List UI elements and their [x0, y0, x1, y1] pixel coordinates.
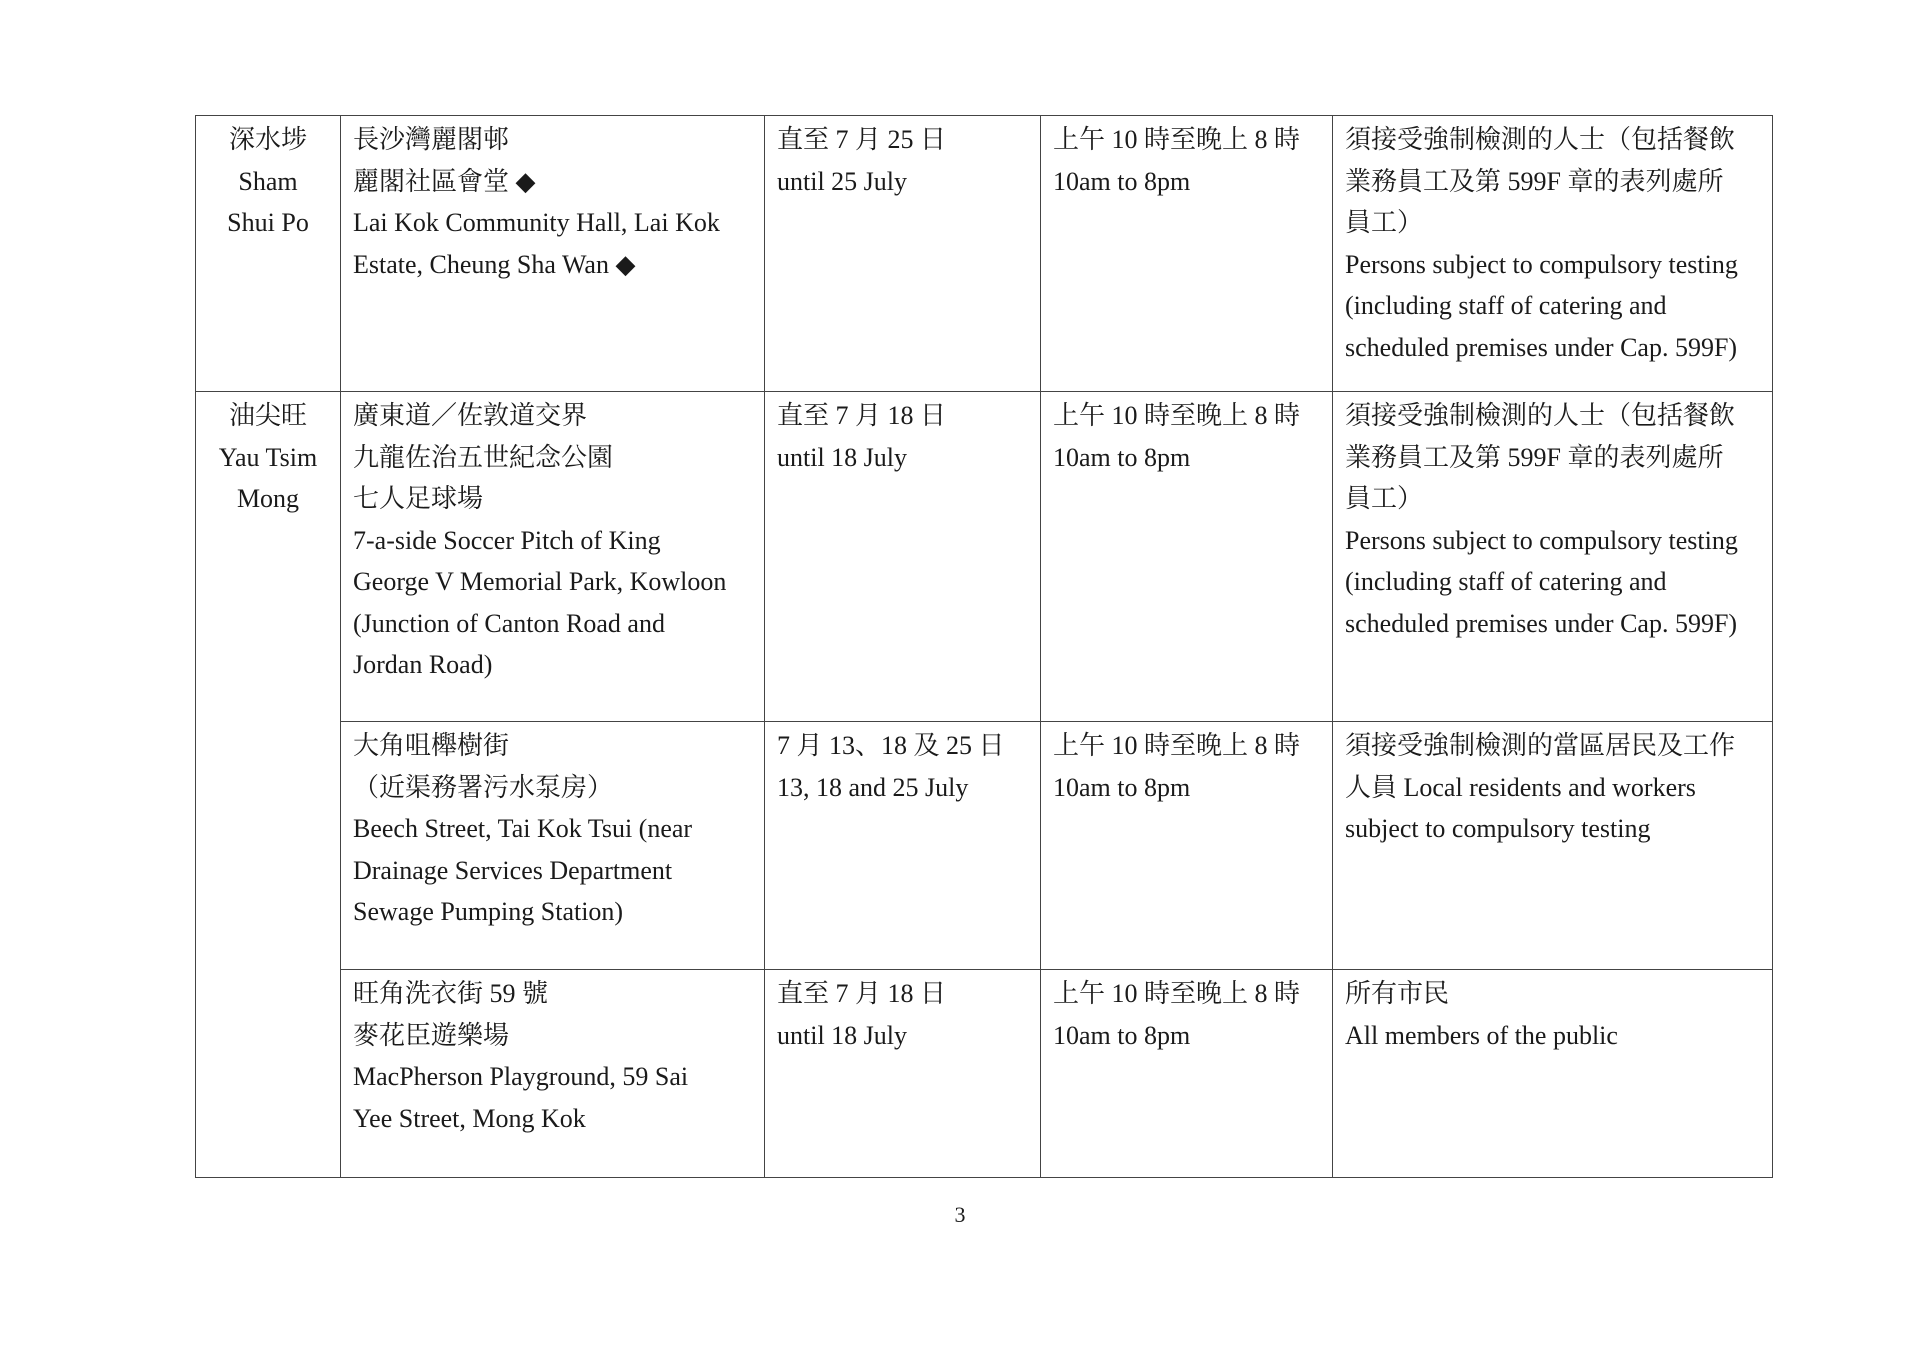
date-en: until 18 July	[777, 442, 908, 472]
time-zh: 上午 10 時至晚上 8 時	[1053, 125, 1301, 154]
venue-line: Drainage Services Department	[353, 855, 673, 885]
target-line: (including staff of catering and	[1345, 291, 1667, 320]
time-cell	[1041, 392, 1333, 722]
venue-line: 長沙灣麗閣邨	[353, 125, 510, 154]
time-en: 10am to 8pm	[1053, 166, 1191, 196]
date-en: until 18 July	[777, 1020, 908, 1050]
date-en: 13, 18 and 25 July	[777, 772, 969, 802]
target-group-cell	[1333, 116, 1773, 392]
time-cell	[1041, 970, 1333, 1178]
venue-line: 7-a-side Soccer Pitch of King	[353, 525, 661, 555]
date-zh: 7 月 13、18 及 25 日	[777, 731, 1005, 760]
target-line: 業務員工及第 599F 章的表列處所	[1345, 166, 1724, 196]
target-line: subject to compulsory testing	[1345, 814, 1651, 843]
target-line: 須接受強制檢測的人士（包括餐飲	[1345, 401, 1736, 430]
venue-line: Estate, Cheung Sha Wan ◆	[353, 249, 636, 279]
table-row	[196, 722, 1773, 970]
venue-line: Lai Kok Community Hall, Lai Kok	[353, 208, 720, 237]
table-row	[196, 392, 1773, 722]
target-line: 須接受強制檢測的當區居民及工作	[1345, 731, 1736, 760]
target-line: scheduled premises under Cap. 599F)	[1345, 332, 1738, 362]
venue-cell	[341, 116, 765, 392]
table-row	[196, 116, 1773, 392]
venue-line: (Junction of Canton Road and	[353, 608, 665, 638]
target-group-cell	[1333, 392, 1773, 722]
venue-line: 七人足球場	[353, 484, 484, 513]
venue-line: MacPherson Playground, 59 Sai	[353, 1062, 689, 1091]
date-zh: 直至 7 月 25 日	[777, 125, 947, 154]
district-name-en: Mong	[236, 484, 300, 513]
target-line: 須接受強制檢測的人士（包括餐飲	[1345, 125, 1736, 154]
date-zh: 直至 7 月 18 日	[777, 401, 947, 430]
venue-cell	[341, 392, 765, 722]
venue-line: Sewage Pumping Station)	[353, 897, 624, 926]
date-cell	[765, 970, 1041, 1178]
target-line: (including staff of catering and	[1345, 567, 1667, 596]
time-cell	[1041, 116, 1333, 392]
venue-line: 麥花臣遊樂場	[353, 1020, 510, 1050]
target-line: 員工）	[1345, 208, 1424, 237]
district-name-en: Yau Tsim	[218, 442, 318, 472]
district-name-en: Sham	[238, 166, 298, 196]
target-line: scheduled premises under Cap. 599F)	[1345, 608, 1738, 638]
date-cell	[765, 392, 1041, 722]
district-name-en: Shui Po	[227, 208, 309, 237]
time-zh: 上午 10 時至晚上 8 時	[1053, 401, 1301, 430]
time-zh: 上午 10 時至晚上 8 時	[1053, 979, 1301, 1008]
venue-line: 廣東道／佐敦道交界	[353, 401, 588, 430]
date-en: until 25 July	[777, 166, 908, 196]
district-cell	[196, 392, 341, 1178]
target-line: 員工）	[1345, 484, 1424, 513]
venue-line: 大角咀櫸樹街	[353, 731, 510, 760]
venue-line: （近渠務署污水泵房）	[353, 772, 614, 802]
venue-cell	[341, 970, 765, 1178]
testing-schedule-table	[195, 115, 1773, 1178]
target-group-cell	[1333, 970, 1773, 1178]
time-en: 10am to 8pm	[1053, 772, 1191, 802]
venue-line: 旺角洗衣街 59 號	[353, 979, 549, 1008]
district-name-zh: 深水埗	[228, 125, 307, 154]
target-line: 業務員工及第 599F 章的表列處所	[1345, 442, 1724, 472]
date-zh: 直至 7 月 18 日	[777, 979, 947, 1008]
venue-line: 麗閣社區會堂 ◆	[353, 166, 536, 196]
venue-line: Beech Street, Tai Kok Tsui (near	[353, 814, 693, 843]
target-group-cell	[1333, 722, 1773, 970]
time-en: 10am to 8pm	[1053, 442, 1191, 472]
venue-line: Yee Street, Mong Kok	[353, 1103, 586, 1133]
table-row	[196, 970, 1773, 1178]
target-line: Persons subject to compulsory testing	[1345, 249, 1738, 279]
date-cell	[765, 116, 1041, 392]
target-line: 所有市民	[1345, 979, 1450, 1008]
page-number: 3	[954, 1202, 966, 1227]
date-cell	[765, 722, 1041, 970]
venue-line: 九龍佐治五世紀念公園	[353, 442, 614, 472]
target-line: 人員 Local residents and workers	[1345, 772, 1696, 802]
venue-line: George V Memorial Park, Kowloon	[353, 567, 727, 596]
time-en: 10am to 8pm	[1053, 1020, 1191, 1050]
target-line: Persons subject to compulsory testing	[1345, 525, 1738, 555]
venue-line: Jordan Road)	[353, 650, 493, 679]
venue-cell	[341, 722, 765, 970]
time-cell	[1041, 722, 1333, 970]
district-cell	[196, 116, 341, 392]
district-name-zh: 油尖旺	[228, 401, 307, 430]
time-zh: 上午 10 時至晚上 8 時	[1053, 731, 1301, 760]
target-line: All members of the public	[1345, 1020, 1618, 1050]
